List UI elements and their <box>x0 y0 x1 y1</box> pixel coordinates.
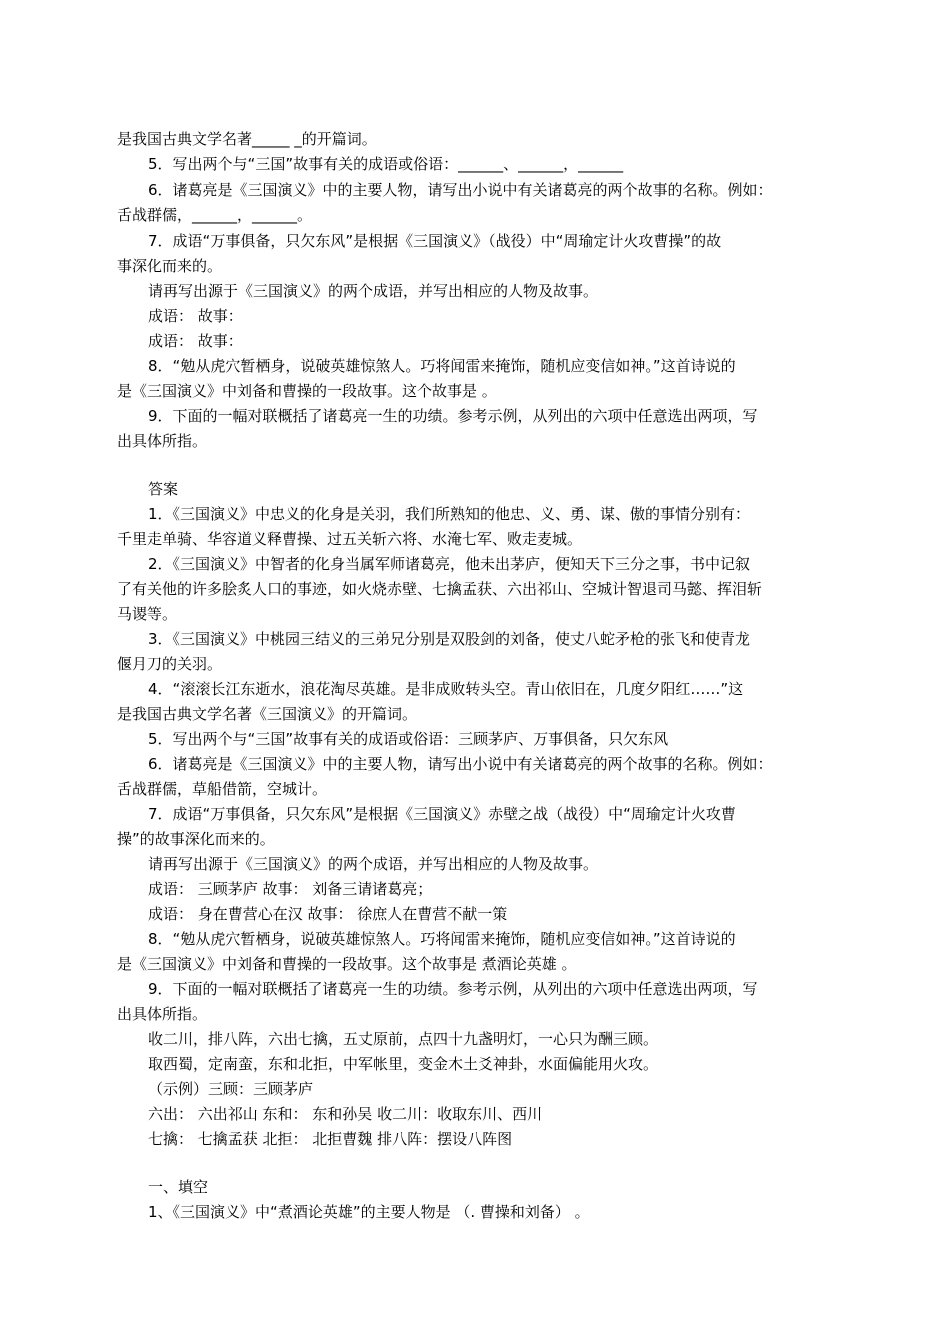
text-line: 6．诸葛亮是《三国演义》中的主要人物，请写出小说中有关诸葛亮的两个故事的名称。例如： <box>148 181 773 199</box>
section-heading: 一、填空 <box>148 1178 209 1196</box>
text-line: 1、《三国演义》中“煮酒论英雄”的主要人物是 （. 曹操和刘备） 。 <box>148 1203 590 1221</box>
text-line: 5．写出两个与“三国”故事有关的成语或俗语：______、______，______ <box>148 155 624 173</box>
text-line: 是《三国演义》中刘备和曹操的一段故事。这个故事是 煮酒论英雄 。 <box>117 955 577 973</box>
text-line: 9．下面的一幅对联概括了诸葛亮一生的功绩。参考示例，从列出的六项中任意选出两项，写 <box>148 980 758 998</box>
text-line: 千里走单骑、华容道义释曹操、过五关斩六将、水淹七军、败走麦城。 <box>117 530 583 548</box>
text-line: 1．《三国演义》中忠义的化身是关羽，我们所熟知的他忠、义、勇、谋、傲的事情分别有： <box>148 505 751 523</box>
text-line: 偃月刀的关羽。 <box>117 655 223 673</box>
text-line: 2．《三国演义》中智者的化身当属军师诸葛亮，他未出茅庐，便知天下三分之事，书中记叙 <box>148 555 751 573</box>
text-line: 7．成语“万事俱备，只欠东风”是根据《三国演义》（战役）中“周瑜定计火攻曹操”的故 <box>148 232 722 250</box>
text-line: 事深化而来的。 <box>117 257 223 275</box>
text-line: 是《三国演义》中刘备和曹操的一段故事。这个故事是 。 <box>117 382 497 400</box>
text-line: 马谡等。 <box>117 605 178 623</box>
text-line: 7．成语“万事俱备，只欠东风”是根据《三国演义》赤壁之战（战役）中“周瑜定计火攻曹 <box>148 805 736 823</box>
answer-heading: 答案 <box>148 480 179 498</box>
text-line: 舌战群儒，草船借箭，空城计。 <box>117 780 328 798</box>
text-line: 成语： 身在曹营心在汉 故事： 徐庶人在曹营不献一策 <box>148 905 508 923</box>
text-line: （示例）三顾：三顾茅庐 <box>148 1080 314 1098</box>
text-line: 出具体所指。 <box>117 1005 208 1023</box>
couplet-line: 收二川，排八阵，六出七擒，五丈原前，点四十九盏明灯，一心只为酬三顾。 <box>148 1030 659 1048</box>
text-line: 6．诸葛亮是《三国演义》中的主要人物，请写出小说中有关诸葛亮的两个故事的名称。例如： <box>148 755 773 773</box>
text-line: 成语： 故事： <box>148 332 243 350</box>
text-line: 成语： 三顾茅庐 故事： 刘备三请诸葛亮； <box>148 880 433 898</box>
text-line: 8．“勉从虎穴暂栖身，说破英雄惊煞人。巧将闻雷来掩饰，随机应变信如神。”这首诗说的 <box>148 930 736 948</box>
text-line: 是我国古典文学名著《三国演义》的开篇词。 <box>117 705 418 723</box>
couplet-line: 取西蜀，定南蛮，东和北拒，中军帐里，变金木土爻神卦，水面偏能用火攻。 <box>148 1055 659 1073</box>
text-line: 舌战群儒，______，______。 <box>117 206 313 224</box>
text-line: 了有关他的许多脍炙人口的事迹，如火烧赤壁、七擒孟获、六出祁山、空城计智退司马懿、挥泪斩 <box>117 580 763 598</box>
text-line: 9．下面的一幅对联概括了诸葛亮一生的功绩。参考示例，从列出的六项中任意选出两项，写 <box>148 407 758 425</box>
text-line: 六出： 六出祁山 东和： 东和孙吴 收二川：收取东川、西川 <box>148 1105 543 1123</box>
text-line: 是我国古典文学名著_____ _的开篇词。 <box>117 130 377 148</box>
text-line: 操”的故事深化而来的。 <box>117 830 275 848</box>
text-line: 七擒： 七擒孟获 北拒： 北拒曹魏 排八阵：摆设八阵图 <box>148 1130 513 1148</box>
text-line: 请再写出源于《三国演义》的两个成语，并写出相应的人物及故事。 <box>148 855 599 873</box>
text-line: 请再写出源于《三国演义》的两个成语，并写出相应的人物及故事。 <box>148 282 599 300</box>
text-line: 成语： 故事： <box>148 307 243 325</box>
text-line: 4．“滚滚长江东逝水，浪花淘尽英雄。是非成败转头空。青山依旧在，几度夕阳红……”这 <box>148 680 744 698</box>
text-line: 5．写出两个与“三国”故事有关的成语或俗语：三顾茅庐、万事俱备，只欠东风 <box>148 730 669 748</box>
text-line: 8．“勉从虎穴暂栖身，说破英雄惊煞人。巧将闻雷来掩饰，随机应变信如神。”这首诗说的 <box>148 357 736 375</box>
text-line: 3．《三国演义》中桃园三结义的三弟兄分别是双股剑的刘备，使丈八蛇矛枪的张飞和使青龙 <box>148 630 751 648</box>
text-line: 出具体所指。 <box>117 432 208 450</box>
